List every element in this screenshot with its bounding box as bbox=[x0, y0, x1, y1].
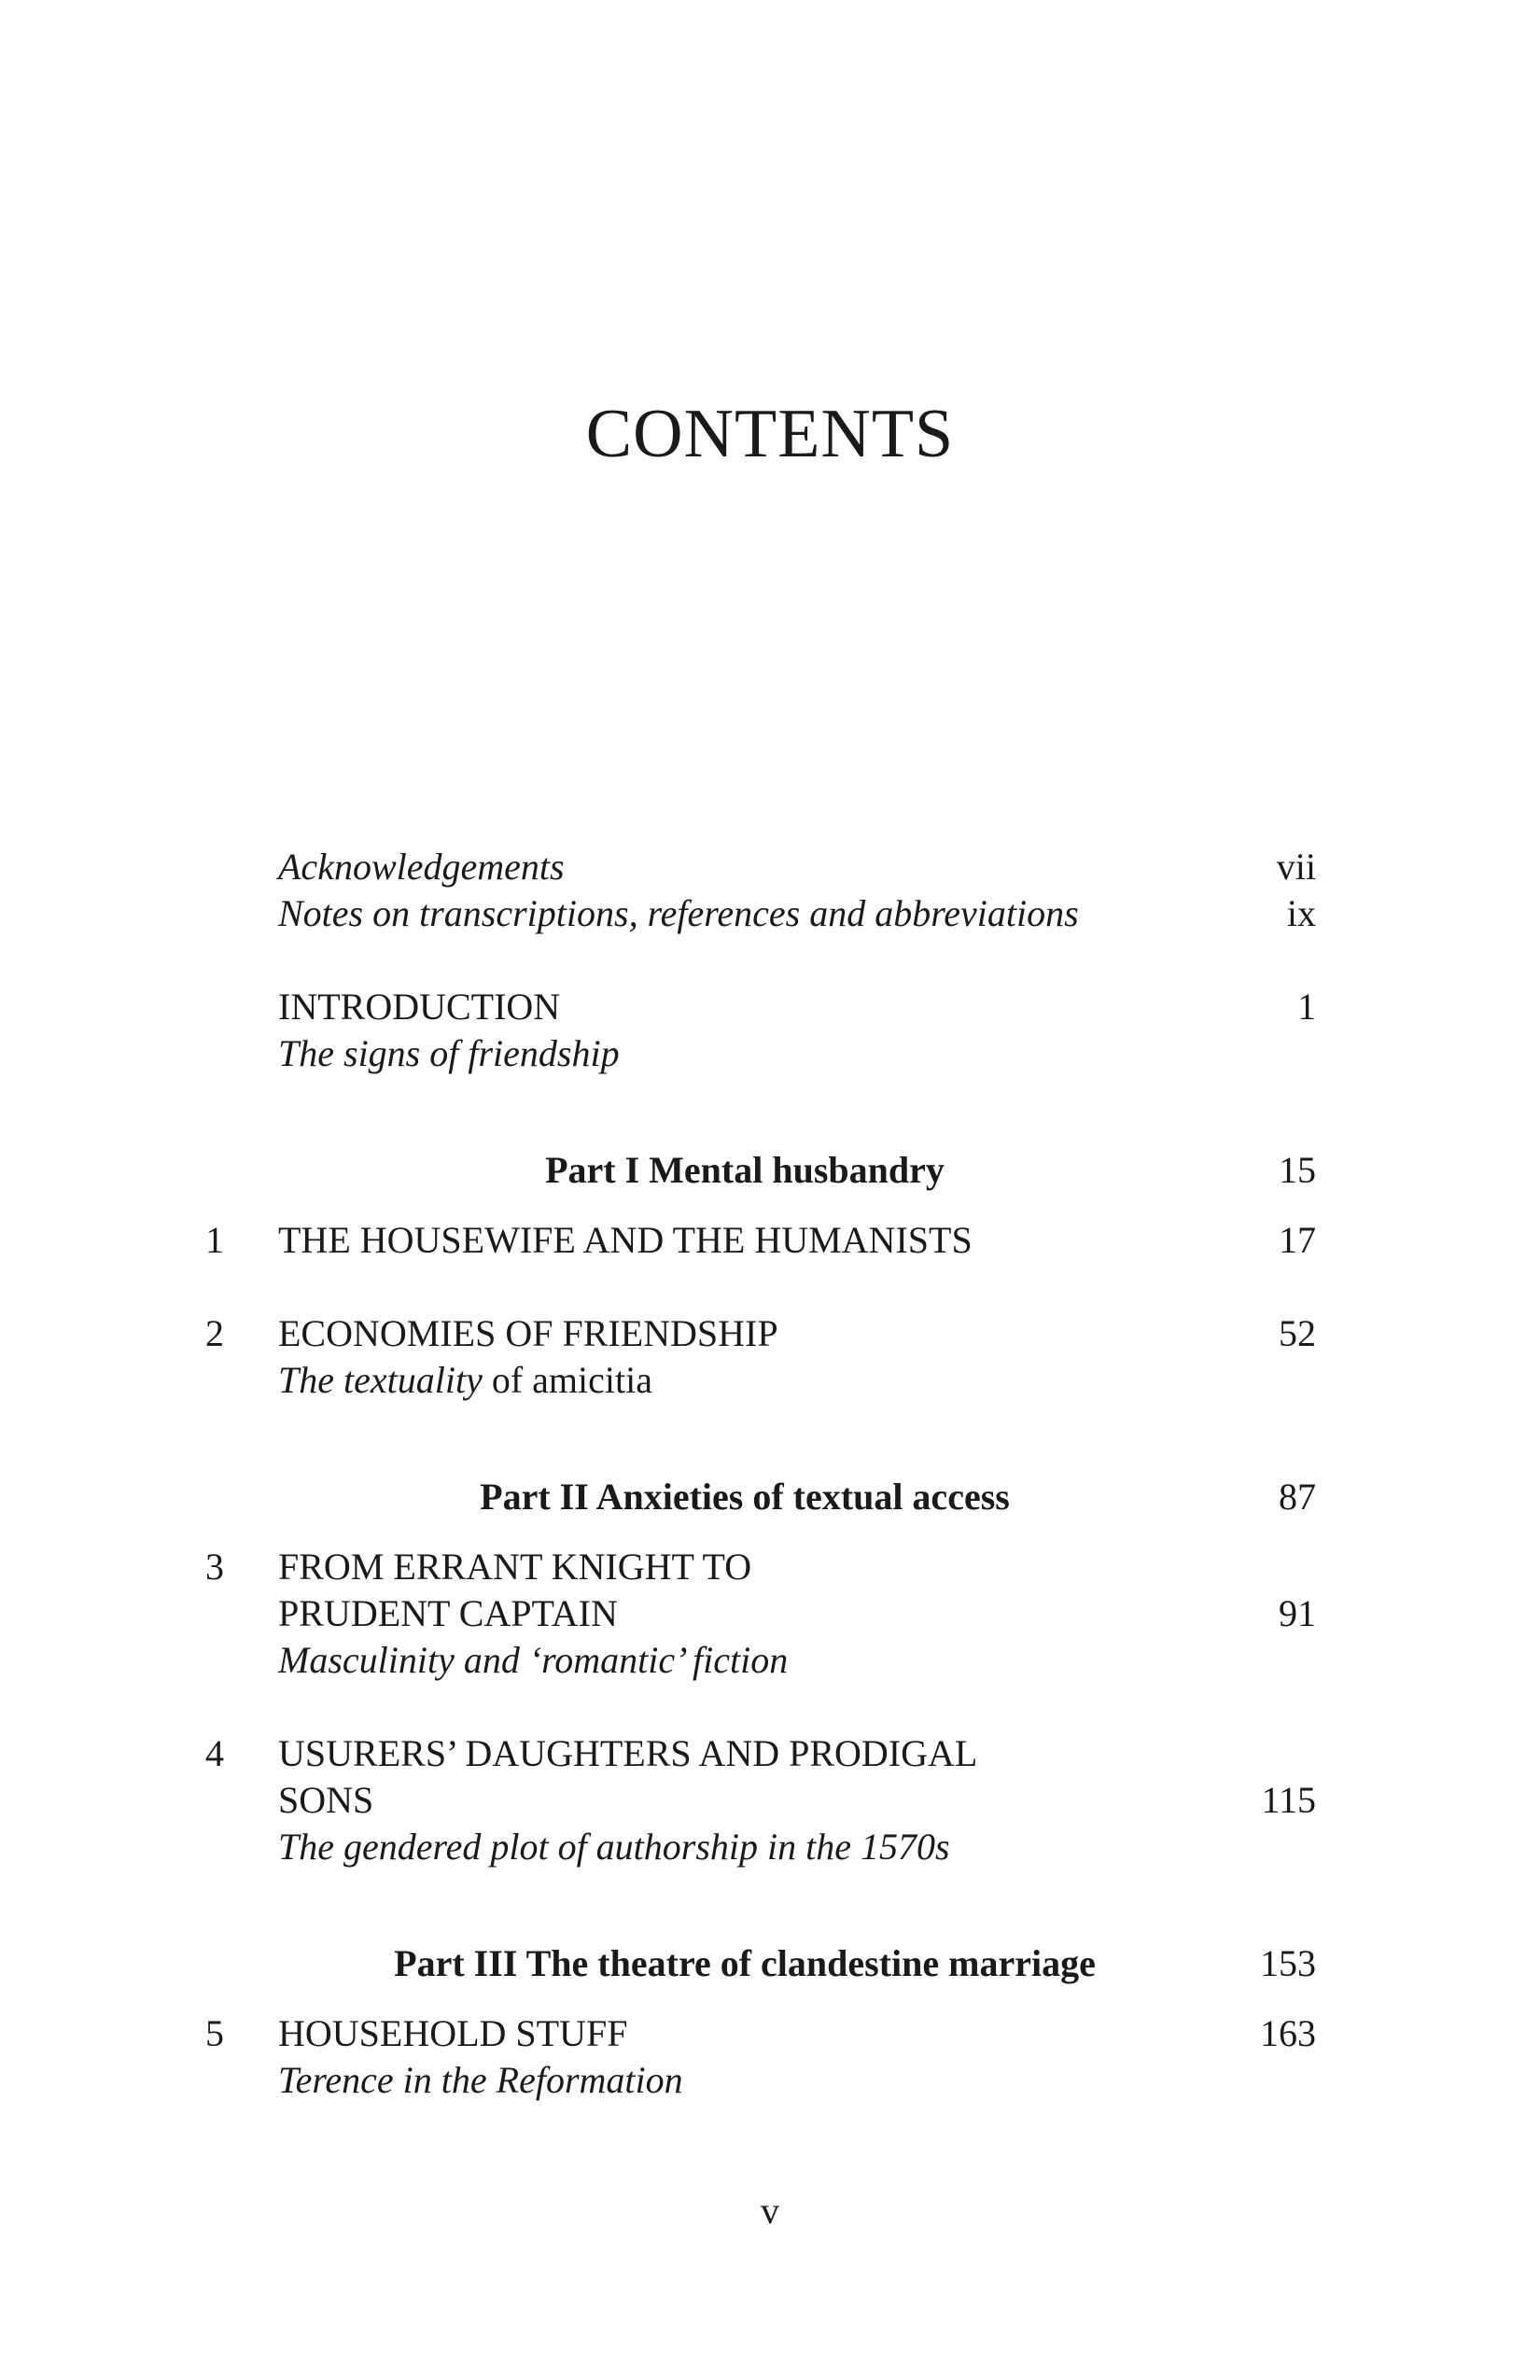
toc-chapter-3[interactable] bbox=[0, 1544, 1540, 1590]
toc-entry-page: ix bbox=[1286, 892, 1316, 934]
toc-entry-subtitle-text: The signs of friendship bbox=[278, 1032, 620, 1074]
toc-part-heading[interactable] bbox=[0, 1474, 1540, 1520]
chapter-number: 1 bbox=[205, 1219, 224, 1261]
toc-chapter-2[interactable] bbox=[0, 1310, 1540, 1357]
toc-entry-title: ECONOMIES OF FRIENDSHIP bbox=[278, 1312, 778, 1354]
toc-entry-title-line1: FROM ERRANT KNIGHT TO bbox=[278, 1546, 752, 1588]
toc-entry-subtitle-text: Masculinity and ‘romantic’ fiction bbox=[278, 1639, 789, 1681]
part-label: Part I Mental husbandry bbox=[545, 1149, 945, 1191]
toc-entry-subtitle bbox=[0, 2057, 1540, 2104]
toc-chapter-3-cont[interactable] bbox=[0, 1590, 1540, 1637]
toc-entry-notes[interactable] bbox=[0, 890, 1540, 937]
toc-part-heading[interactable] bbox=[0, 1940, 1540, 1987]
toc-entry-page: vii bbox=[1276, 846, 1316, 888]
subtitle-italic-part: The textuality bbox=[278, 1359, 483, 1401]
toc-chapter-4-cont[interactable] bbox=[0, 1777, 1540, 1824]
toc-entry-subtitle-text: The gendered plot of authorship in the 1570s bbox=[278, 1826, 950, 1868]
toc-entry-subtitle bbox=[0, 1824, 1540, 1870]
toc-entry-page: 91 bbox=[1279, 1592, 1316, 1634]
toc-chapter-4[interactable] bbox=[0, 1730, 1540, 1777]
toc-entry-page: 153 bbox=[1260, 1942, 1316, 1984]
toc-entry-title: INTRODUCTION bbox=[278, 986, 561, 1028]
toc-entry-page: 52 bbox=[1279, 1312, 1316, 1354]
toc-chapter-5[interactable] bbox=[0, 2010, 1540, 2057]
chapter-number: 4 bbox=[205, 1732, 224, 1774]
toc-entry-page: 1 bbox=[1297, 986, 1316, 1028]
toc-entry-page: 87 bbox=[1279, 1476, 1316, 1518]
subtitle-roman-part: of amicitia bbox=[482, 1359, 652, 1401]
toc-entry-title: THE HOUSEWIFE AND THE HUMANISTS bbox=[278, 1219, 973, 1261]
part-label: Part II Anxieties of textual access bbox=[480, 1476, 1010, 1518]
toc-entry-subtitle bbox=[0, 1637, 1540, 1684]
page-number: v bbox=[761, 2190, 779, 2232]
toc-entry-subtitle-text bbox=[278, 1357, 652, 1404]
toc-entry-page: 17 bbox=[1279, 1219, 1316, 1261]
toc-entry-subtitle-text: Terence in the Reformation bbox=[278, 2059, 683, 2101]
toc-entry-page: 15 bbox=[1279, 1149, 1316, 1191]
toc-entry-title-line2: PRUDENT CAPTAIN bbox=[278, 1592, 618, 1634]
toc-entry-title: HOUSEHOLD STUFF bbox=[278, 2012, 628, 2054]
chapter-number: 2 bbox=[205, 1312, 224, 1354]
toc-part-heading[interactable] bbox=[0, 1147, 1540, 1194]
toc-entry-subtitle bbox=[0, 1357, 1540, 1404]
chapter-number: 5 bbox=[205, 2012, 224, 2054]
page-title: CONTENTS bbox=[585, 396, 955, 472]
toc-entry-page: 163 bbox=[1260, 2012, 1316, 2054]
toc-entry-title-line1: USURERS’ DAUGHTERS AND PRODIGAL bbox=[278, 1732, 978, 1774]
part-label: Part III The theatre of clandestine marriage bbox=[394, 1942, 1096, 1984]
toc-entry-acknowledgements[interactable] bbox=[0, 844, 1540, 890]
toc-entry-title: Notes on transcriptions, references and abbreviations bbox=[278, 892, 1079, 934]
toc-entry-title-line2: SONS bbox=[278, 1779, 374, 1821]
toc-entry-introduction[interactable] bbox=[0, 984, 1540, 1030]
chapter-number: 3 bbox=[205, 1546, 224, 1588]
toc-entry-page: 115 bbox=[1261, 1779, 1316, 1821]
toc-entry-title: Acknowledgements bbox=[278, 846, 565, 888]
toc-chapter-1[interactable] bbox=[0, 1217, 1540, 1264]
toc-entry-subtitle bbox=[0, 1030, 1540, 1077]
